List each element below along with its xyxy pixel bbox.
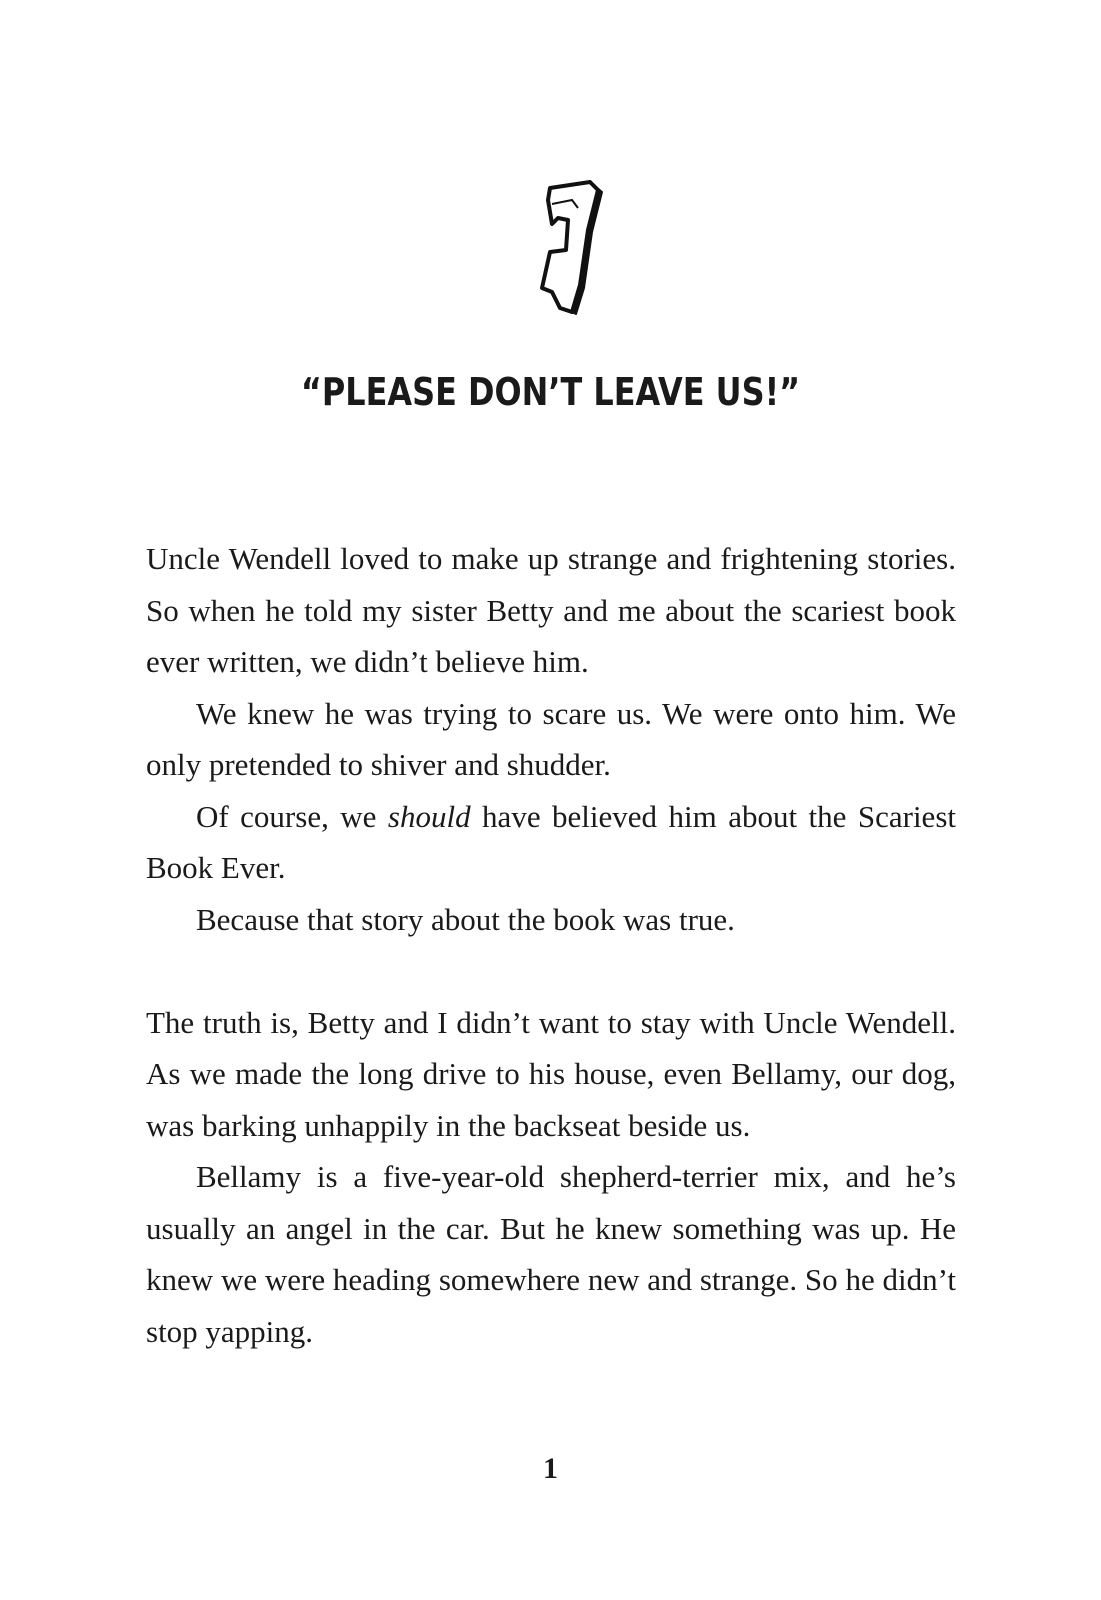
chapter-body (146, 533, 956, 1357)
chapter-number-1-glyph (520, 180, 610, 320)
emphasis: should (387, 798, 471, 834)
paragraph: Bellamy is a five-year-old shepherd-terrier mix, and he’s usually an angel in the car. But he knew something was up. He knew we were heading somewhere new and strange. So he didn’t stop yapping. (146, 1159, 956, 1349)
paragraph: Uncle Wendell loved to make up strange and frightening stories. So when he told my sister Betty and me about the scariest book ever written, we didn’t believe him. (146, 541, 956, 679)
chapter-title: “PLEASE DON’T LEAVE US!” (300, 370, 801, 414)
page-number: 1 (543, 1452, 558, 1485)
paragraph: Of course, we should have believed him about the Scariest Book Ever. (146, 798, 956, 885)
paragraph: We knew he was trying to scare us. We were onto him. We only pretended to shiver and shudder. (146, 695, 956, 782)
paragraph: Because that story about the book was true. (196, 901, 735, 937)
paragraph: The truth is, Betty and I didn’t want to stay with Uncle Wendell. As we made the long drive to his house, even Bellamy, our dog, was barking unhappily in the backseat beside us. (146, 1004, 956, 1143)
